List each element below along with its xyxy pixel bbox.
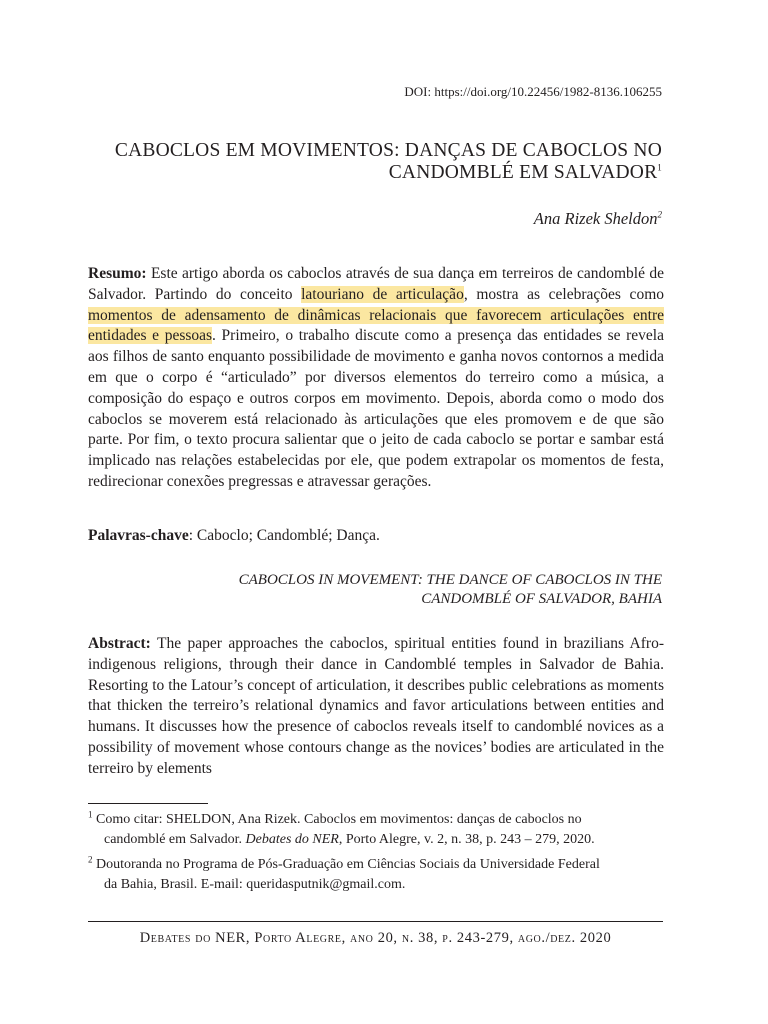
english-title-line-1: CABOCLOS IN MOVEMENT: THE DANCE OF CABOCLOS IN THE	[238, 572, 662, 588]
resumo-label: Resumo:	[88, 265, 147, 282]
abstract-label: Abstract:	[88, 635, 151, 652]
footnote-1	[88, 810, 668, 850]
footnote-1-line-2	[88, 830, 668, 850]
author-name	[534, 209, 662, 229]
footer-rule	[88, 921, 663, 922]
keywords-label: Palavras-chave	[88, 527, 189, 544]
footnote-2-line-1: Doutoranda no Programa de Pós-Graduação em Ciências Sociais da Universidade Federal	[92, 857, 600, 872]
abstract-text: The paper approaches the caboclos, spiritual entities found in brazilians Afro-indigenous religions, through their dance in Candomblé temples in Salvador de Bahia. Resorting to the Latour’s concept of articulation, it describes public celebrations as moments that thicken the terreiro’s relational dynamics and favor articulations between entities and humans. It discusses how the presence of caboclos reveals itself to candomblé novices as a possibility of movement whose contours change as the novices’ bodies are articulated in the terreiro by elements	[88, 635, 664, 777]
abstract-paragraph	[88, 634, 664, 780]
running-footer: Debates do NER, Porto Alegre, ano 20, n. 38, p. 243-279, ago./dez. 2020	[139, 930, 612, 946]
resumo-text-1: Este artigo aborda os caboclos através de sua dança em terreiros de candomblé de Salvador. Partindo do conceito	[88, 265, 664, 303]
author-footnote-mark: 2	[657, 209, 662, 220]
resumo-paragraph	[88, 264, 664, 493]
footnote-1-text: candomblé em Salvador.	[104, 832, 246, 847]
title-line-2: CANDOMBLÉ EM SALVADOR	[388, 162, 658, 183]
keywords-text: : Caboclo; Candomblé; Dança.	[188, 527, 380, 544]
title-line-1: CABOCLOS EM MOVIMENTOS: DANÇAS DE CABOCLOS NO	[114, 140, 662, 161]
footnote-2-mark: 2	[88, 854, 93, 865]
footnote-1-journal: Debates do NER	[245, 832, 339, 847]
resumo-text-2: , mostra as celebrações como	[463, 285, 664, 303]
footnote-2	[88, 855, 668, 895]
doi-line[interactable]: DOI: https://doi.org/10.22456/1982-8136.106255	[404, 84, 662, 99]
resumo-highlight-1: latouriano de articulação	[301, 285, 464, 303]
english-title	[102, 571, 662, 609]
article-title	[62, 140, 662, 184]
title-footnote-mark: 1	[657, 162, 662, 173]
footnote-1-mark: 1	[88, 809, 93, 820]
footnote-1-line-1: Como citar: SHELDON, Ana Rizek. Caboclos em movimentos: danças de caboclos no	[92, 812, 582, 827]
footnote-2-line-2: da Bahia, Brasil. E-mail: queridasputnik@gmail.com.	[104, 877, 406, 892]
footnote-1-citation: , Porto Alegre, v. 2, n. 38, p. 243 – 279, 2020.	[338, 832, 595, 847]
author-name-text: Ana Rizek Sheldon	[533, 209, 658, 228]
resumo-text-3: . Primeiro, o trabalho discute como a presença das entidades se revela aos filhos de santo enquanto possibilidade de movimento e ganha novos contornos a medida em que o corpo é “articulado” por diversos elementos do terreiro como a música, a composição do espaço e outros corpos em movimento. Depois, aborda como o modo dos caboclos se moverem está relacionado às articulações que eles promovem e de que são parte. Por fim, o texto procura salientar que o jeito de cada caboclo se portar e sambar está implicado nas relações estabelecidas por ele, que podem extrapolar os momentos de festa, redirecionar conexões pregressas e atravessar gerações.	[88, 327, 664, 490]
keywords-line	[88, 527, 380, 545]
footnote-separator	[88, 803, 208, 804]
resumo-highlight-2: momentos de adensamento de dinâmicas relacionais que favorecem articulações entre entidades e pessoas	[88, 306, 664, 345]
english-title-line-2: CANDOMBLÉ OF SALVADOR, BAHIA	[421, 591, 662, 607]
